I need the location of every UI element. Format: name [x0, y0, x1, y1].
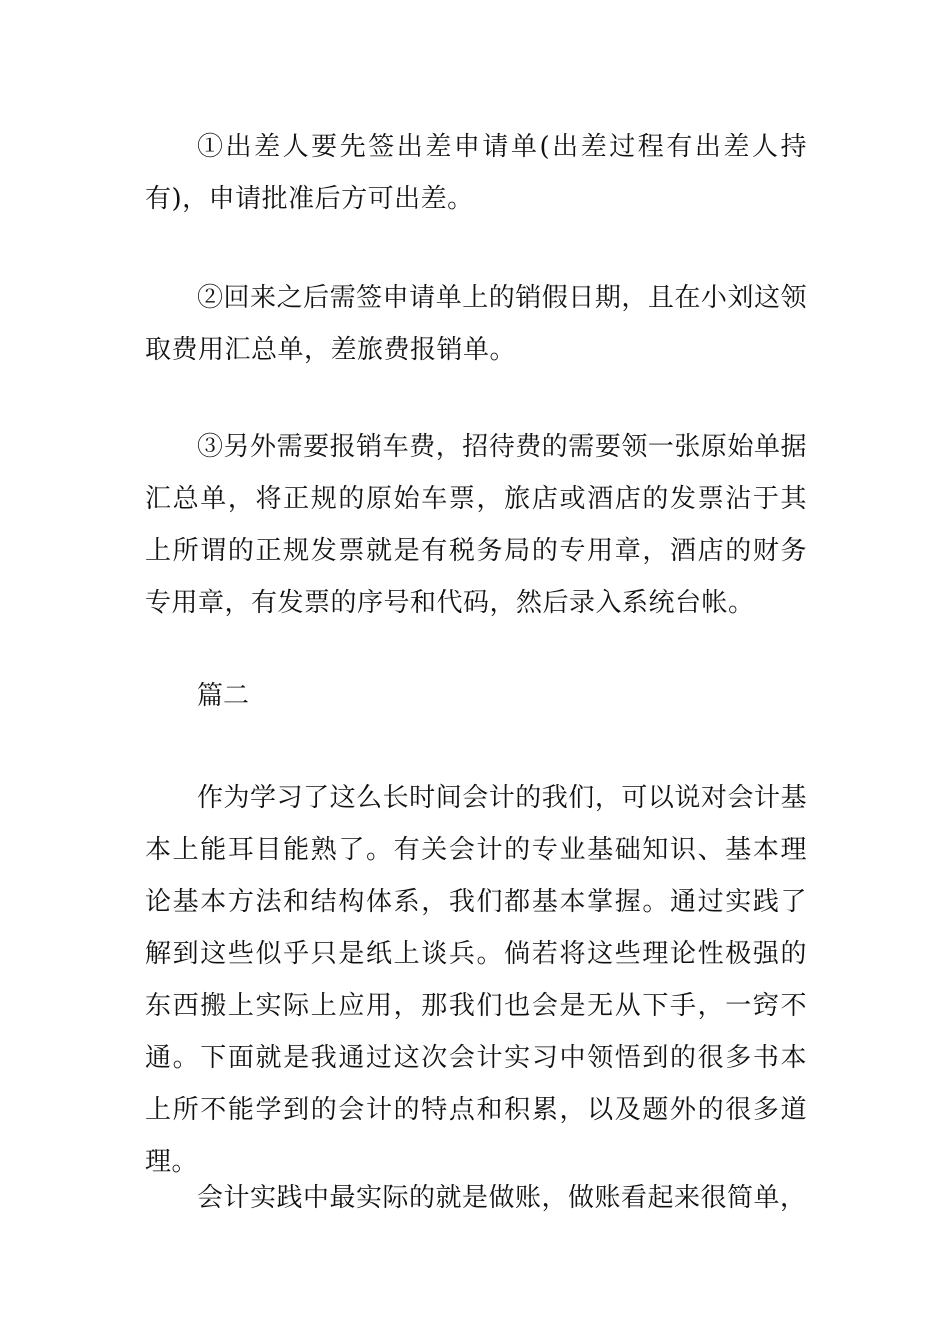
section-heading: 篇二 [197, 681, 250, 711]
paragraph-5: 会计实践中最实际的就是做账，做账看起来很简单， [197, 1183, 807, 1213]
paragraph-4: 作为学习了这么长时间会计的我们，可以说对会计基本上能耳目能熟了。有关会计的专业基础知识、基本理论基本方法和结构体系，我们都基本掌握。通过实践了解到这些似乎只是纸上谈兵。倘若将这些理论性极强的东西搬上实际上应用，那我们也会是无从下手，一窍不通。下面就是我通过这次会计实习中领悟到的很多书本上所不能学到的会计的特点和积累，以及题外的很多道理。 [145, 783, 807, 1177]
paragraph-2: ②回来之后需签申请单上的销假日期，且在小刘这领取费用汇总单，差旅费报销单。 [145, 283, 807, 365]
paragraph-1: ①出差人要先签出差申请单(出差过程有出差人持有)，申请批准后方可出差。 [145, 132, 807, 214]
paragraph-3: ③另外需要报销车费，招待费的需要领一张原始单据汇总单，将正规的原始车票，旅店或酒店的发票沾于其上所谓的正规发票就是有税务局的专用章，酒店的财务专用章，有发票的序号和代码，然后录入系统台帐。 [145, 432, 807, 618]
